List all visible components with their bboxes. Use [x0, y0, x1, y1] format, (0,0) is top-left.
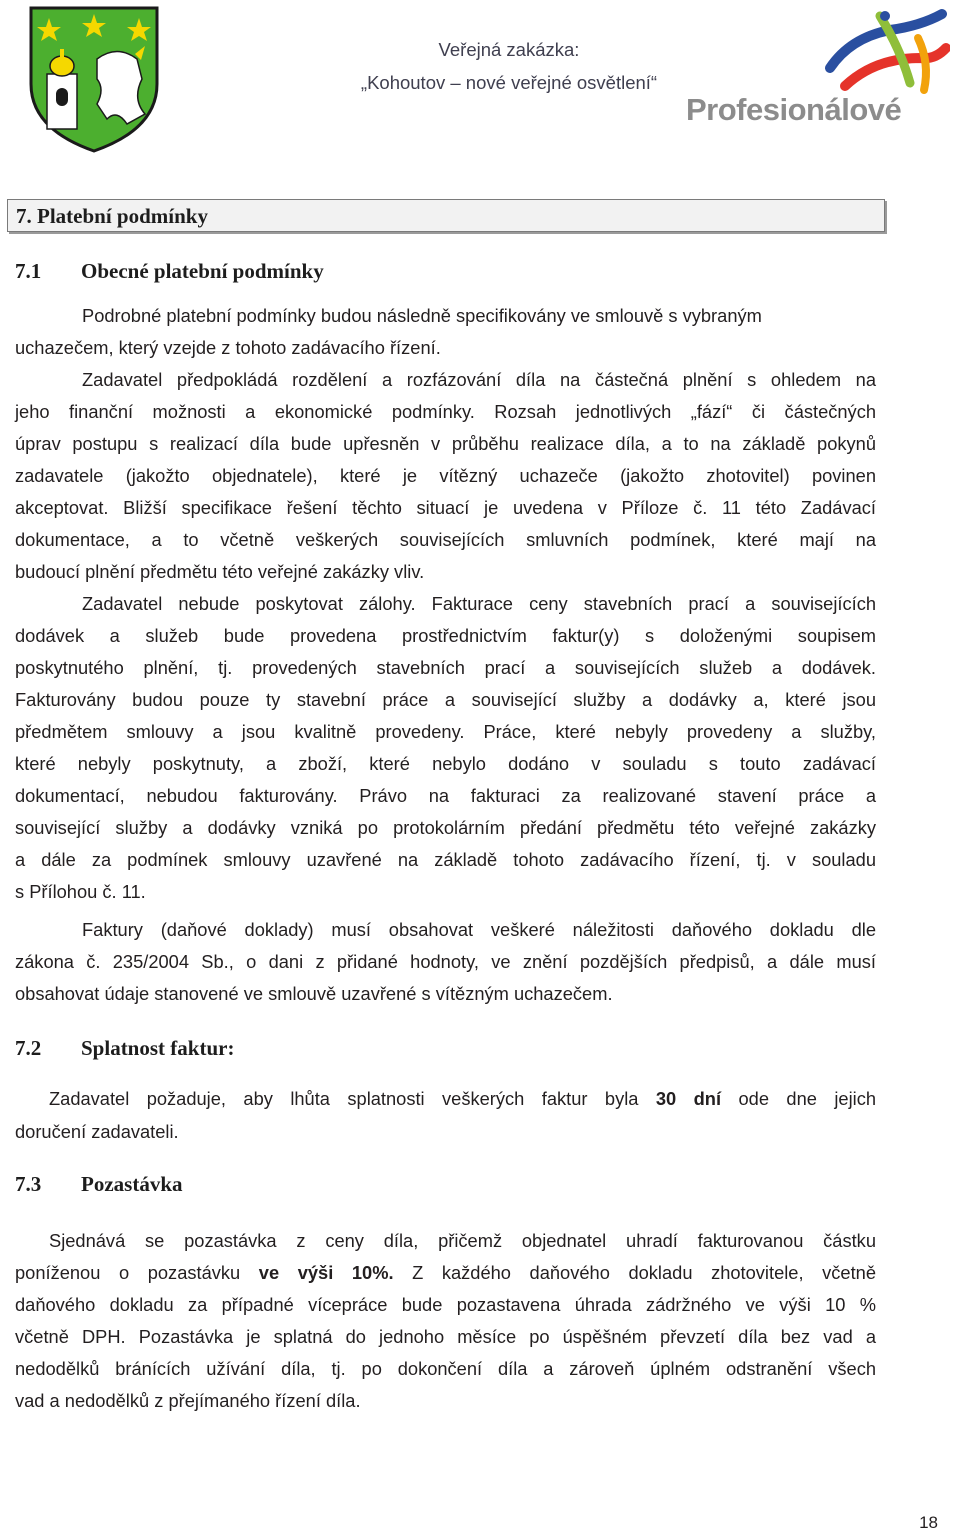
paragraph-line: dodávek a služeb bude provedena prostřednictvím faktur(y) s doloženými soupisem [15, 625, 876, 646]
paragraph-line: předmětem smlouvy a jsou kvalitně provedeny. Práce, které nebyly provedeny a služby, [15, 721, 876, 742]
text-run: Z každého daňového dokladu zhotovitele, včetně [393, 1262, 876, 1283]
logo-wordmark: Profesionálové [686, 92, 902, 127]
paragraph-line: Zadavatel nebude poskytovat zálohy. Fakturace ceny stavebních prací a souvisejících [82, 593, 876, 614]
paragraph-line: související služby a dodávky vzniká po protokolárním předání předmětu této veřejné zakázky [15, 817, 876, 838]
paragraph-line: doručení zadavateli. [15, 1121, 179, 1142]
municipality-crest-icon [27, 4, 161, 154]
paragraph-line: daňového dokladu za případné vícepráce bude pozastavena úhrada zádržného ve výši 10 % [15, 1294, 876, 1315]
paragraph-line [15, 1261, 876, 1285]
paragraph-line: včetně DPH. Pozastávka je splatná do jednoho měsíce po úspěšném převzetí díla bez vad a [15, 1326, 876, 1347]
subsection-7-3-heading [15, 1172, 183, 1197]
paragraph-line: Sjednává se pozastávka z ceny díla, přičemž objednatel uhradí fakturovanou částku [49, 1230, 876, 1251]
paragraph-line: dokumentací, nebudou fakturovány. Právo na fakturaci za realizované stavení práce a [15, 785, 876, 806]
paragraph-line: zadavatele (jakožto objednatele), které je vítězný uchazeče (jakožto zhotovitel) povinen [15, 465, 876, 486]
paragraph-line: které nebyly poskytnuty, a zboží, které nebylo dodáno v souladu s touto zadávací [15, 753, 876, 774]
paragraph-line: dokumentace, a to včetně veškerých souvisejících smluvních podmínek, které mají na [15, 529, 876, 550]
paragraph-line: budoucí plnění předmětu této veřejné zakázky vliv. [15, 561, 425, 582]
text-run-bold: 30 dní [655, 1088, 722, 1109]
paragraph-line: zákona č. 235/2004 Sb., o dani z přidané hodnoty, ve znění pozdějších předpisů, a dále musí [15, 951, 876, 972]
paragraph-line: poskytnutého plnění, tj. provedených stavebních prací a souvisejících služeb a dodávek. [15, 657, 876, 678]
paragraph-line: s Přílohou č. 11. [15, 881, 146, 902]
subsection-7-1-heading [15, 259, 324, 284]
subsection-number: 7.1 [15, 259, 42, 283]
subsection-number: 7.3 [15, 1172, 42, 1196]
subsection-title: Obecné platební podmínky [81, 259, 324, 283]
paragraph-line: a dále za podmínek smlouvy uzavřené na základě tohoto zadávacího řízení, tj. v souladu [15, 849, 876, 870]
paragraph-line: Faktury (daňové doklady) musí obsahovat veškeré náležitosti daňového dokladu dle [82, 919, 876, 940]
text-run-bold: ve výši 10%. [258, 1262, 394, 1283]
page-number: 18 [919, 1513, 938, 1532]
paragraph-line: vad a nedodělků z přejímaného řízení díla. [15, 1390, 361, 1411]
paragraph-line [49, 1087, 876, 1111]
paragraph-line: Fakturovány budou pouze ty stavební práce a související služby a dodávky a, které jsou [15, 689, 876, 710]
paragraph-line: obsahovat údaje stanovené ve smlouvě uzavřené s vítězným uchazečem. [15, 983, 613, 1004]
subsection-7-2-heading [15, 1036, 234, 1061]
tender-title-line2: „Kohoutov – nové veřejné osvětlení“ [360, 72, 658, 93]
text-run: ode dne jejich [721, 1088, 877, 1109]
logo-mark-icon [680, 8, 950, 98]
paragraph-line: uchazečem, který vzejde z tohoto zadávacího řízení. [15, 337, 441, 358]
profesionalove-logo [680, 8, 950, 133]
tender-title-line1: Veřejná zakázka: [438, 39, 580, 60]
subsection-number: 7.2 [15, 1036, 42, 1060]
subsection-title: Splatnost faktur: [81, 1036, 235, 1060]
paragraph-line: Podrobné platební podmínky budou následně specifikovány ve smlouvě s vybraným [82, 305, 762, 326]
section-heading-box [7, 199, 885, 232]
paragraph-line: akceptovat. Bližší specifikace řešení těchto situací je uvedena v Příloze č. 11 této Zadávací [15, 497, 876, 518]
paragraph-line: jeho finanční možnosti a ekonomické podmínky. Rozsah jednotlivých „fází“ či částečných [15, 401, 876, 422]
page-header [0, 0, 960, 170]
text-run: poníženou o pozastávku [15, 1262, 259, 1283]
paragraph-line: Zadavatel předpokládá rozdělení a rozfázování díla na částečná plnění s ohledem na [82, 369, 876, 390]
text-run: Zadavatel požaduje, aby lhůta splatnosti veškerých faktur byla [49, 1088, 656, 1109]
paragraph-line: úprav postupu s realizací díla bude upřesněn v průběhu realizace díla, a to na základě pokynů [15, 433, 876, 454]
subsection-title: Pozastávka [81, 1172, 183, 1196]
section-title: 7. Platební podmínky [16, 204, 208, 228]
paragraph-line: nedodělků bránících užívání díla, tj. po dokončení díla a zároveň úplném odstranění všech [15, 1358, 876, 1379]
